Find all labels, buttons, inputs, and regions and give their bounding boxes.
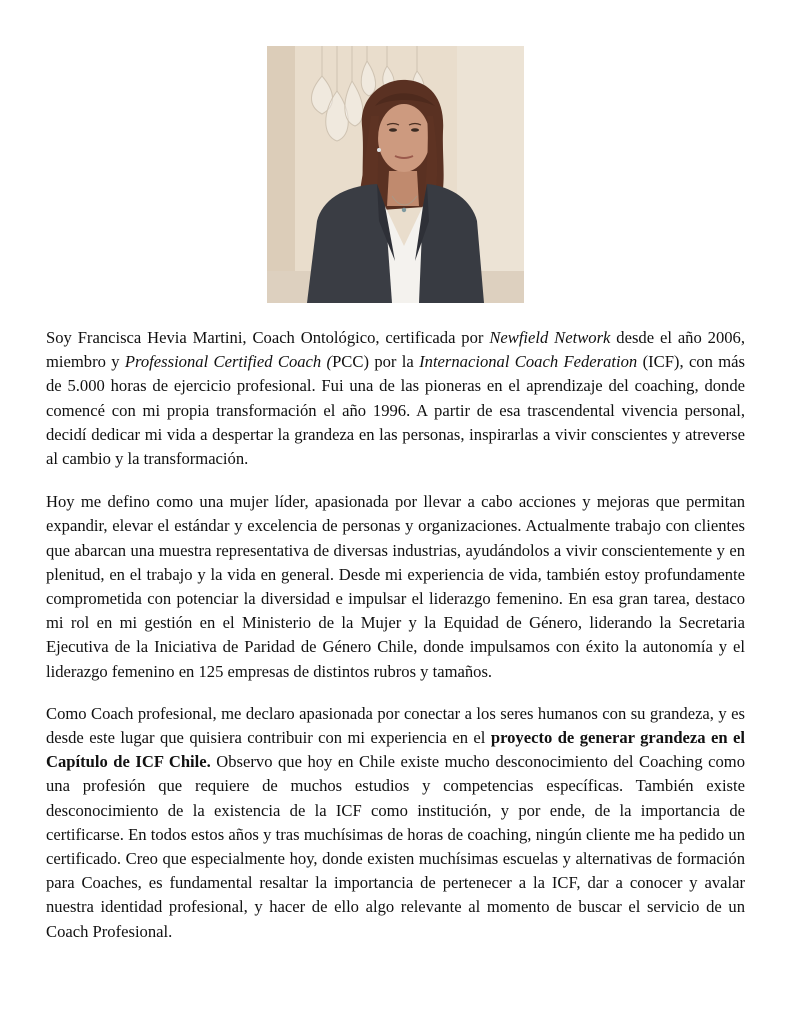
biography-text	[46, 326, 745, 963]
text-run: Observo que hoy en Chile existe mucho desconocimiento del Coaching como una profesión que requiere de muchos estudios y competencias específicas. También existe desconocimiento de la existencia de la ICF como institución, y por ende, de la importancia de certificarse. En todos estos años y tras muchísimas de horas de coaching, ningún cliente me ha pedido un certificado. Creo que especialmente hoy, donde existen muchísimas escuelas y alternativas de formación para Coaches, es fundamental resaltar la importancia de pertenecer a la ICF, dar a conocer y avalar nuestra identidad profesional, y hacer de ello algo relevante al momento de buscar el servicio de un Coach Profesional.	[46, 752, 745, 941]
portrait-photo	[267, 46, 524, 303]
organization-name-icf: Internacional Coach Federation	[419, 352, 638, 372]
text-run: Hoy me defino como una mujer líder, apasionada por llevar a cabo acciones y mejoras que permitan expandir, elevar el estándar y excelencia de personas y organizaciones. Actualmente trabajo con clientes que abarcan una muestra representativa de diversas industrias, ayudándolos a vivir conscientemente y en plenitud, en el trabajo y la vida en general. Desde mi experiencia de vida, también estoy profundamente comprometida con potenciar la diversidad e impulsar el liderazgo femenino. En esa gran tarea, destaco mi rol en mi gestión en el Ministerio de la Mujer y la Equidad de Género, liderando la Secretaria Ejecutiva de la Iniciativa de Paridad de Género Chile, donde impulsamos con éxito la autonomía y el liderazgo femenino en 125 empresas de distintos rubros y tamaños.	[46, 492, 745, 681]
paragraph-2	[46, 490, 745, 684]
organization-name-newfield: Newfield Network	[489, 328, 611, 347]
credential-name-pcc: Professional Certified Coach (	[124, 352, 333, 372]
highlighted-project-text: proyecto de generar grandeza en el Capítulo de ICF Chile.	[46, 728, 745, 772]
text-run: desde el año 2006, miembro y	[46, 328, 745, 372]
text-run: Como Coach profesional, me declaro apasionada por conectar a los seres humanos con su grandeza, y es desde este lugar que quisiera contribuir con mi experiencia en el	[46, 703, 745, 748]
text-run: (ICF), con más de 5.000 horas de ejercicio profesional. Fui una de las pioneras en el aprendizaje del coaching, donde comencé con mi propia transformación el año 1996. A partir de esa trascendental vivencia personal, decidí dedicar mi vida a despertar la grandeza en las personas, inspirarlas a vivir conscientes y atreverse al cambio y la transformación.	[46, 352, 745, 469]
paragraph-1	[46, 326, 745, 471]
portrait-illustration	[267, 46, 524, 303]
text-run: Soy Francisca Hevia Martini, Coach Ontológico, certificada por	[46, 328, 490, 347]
text-run: PCC) por la	[332, 352, 420, 372]
paragraph-3	[46, 702, 745, 944]
